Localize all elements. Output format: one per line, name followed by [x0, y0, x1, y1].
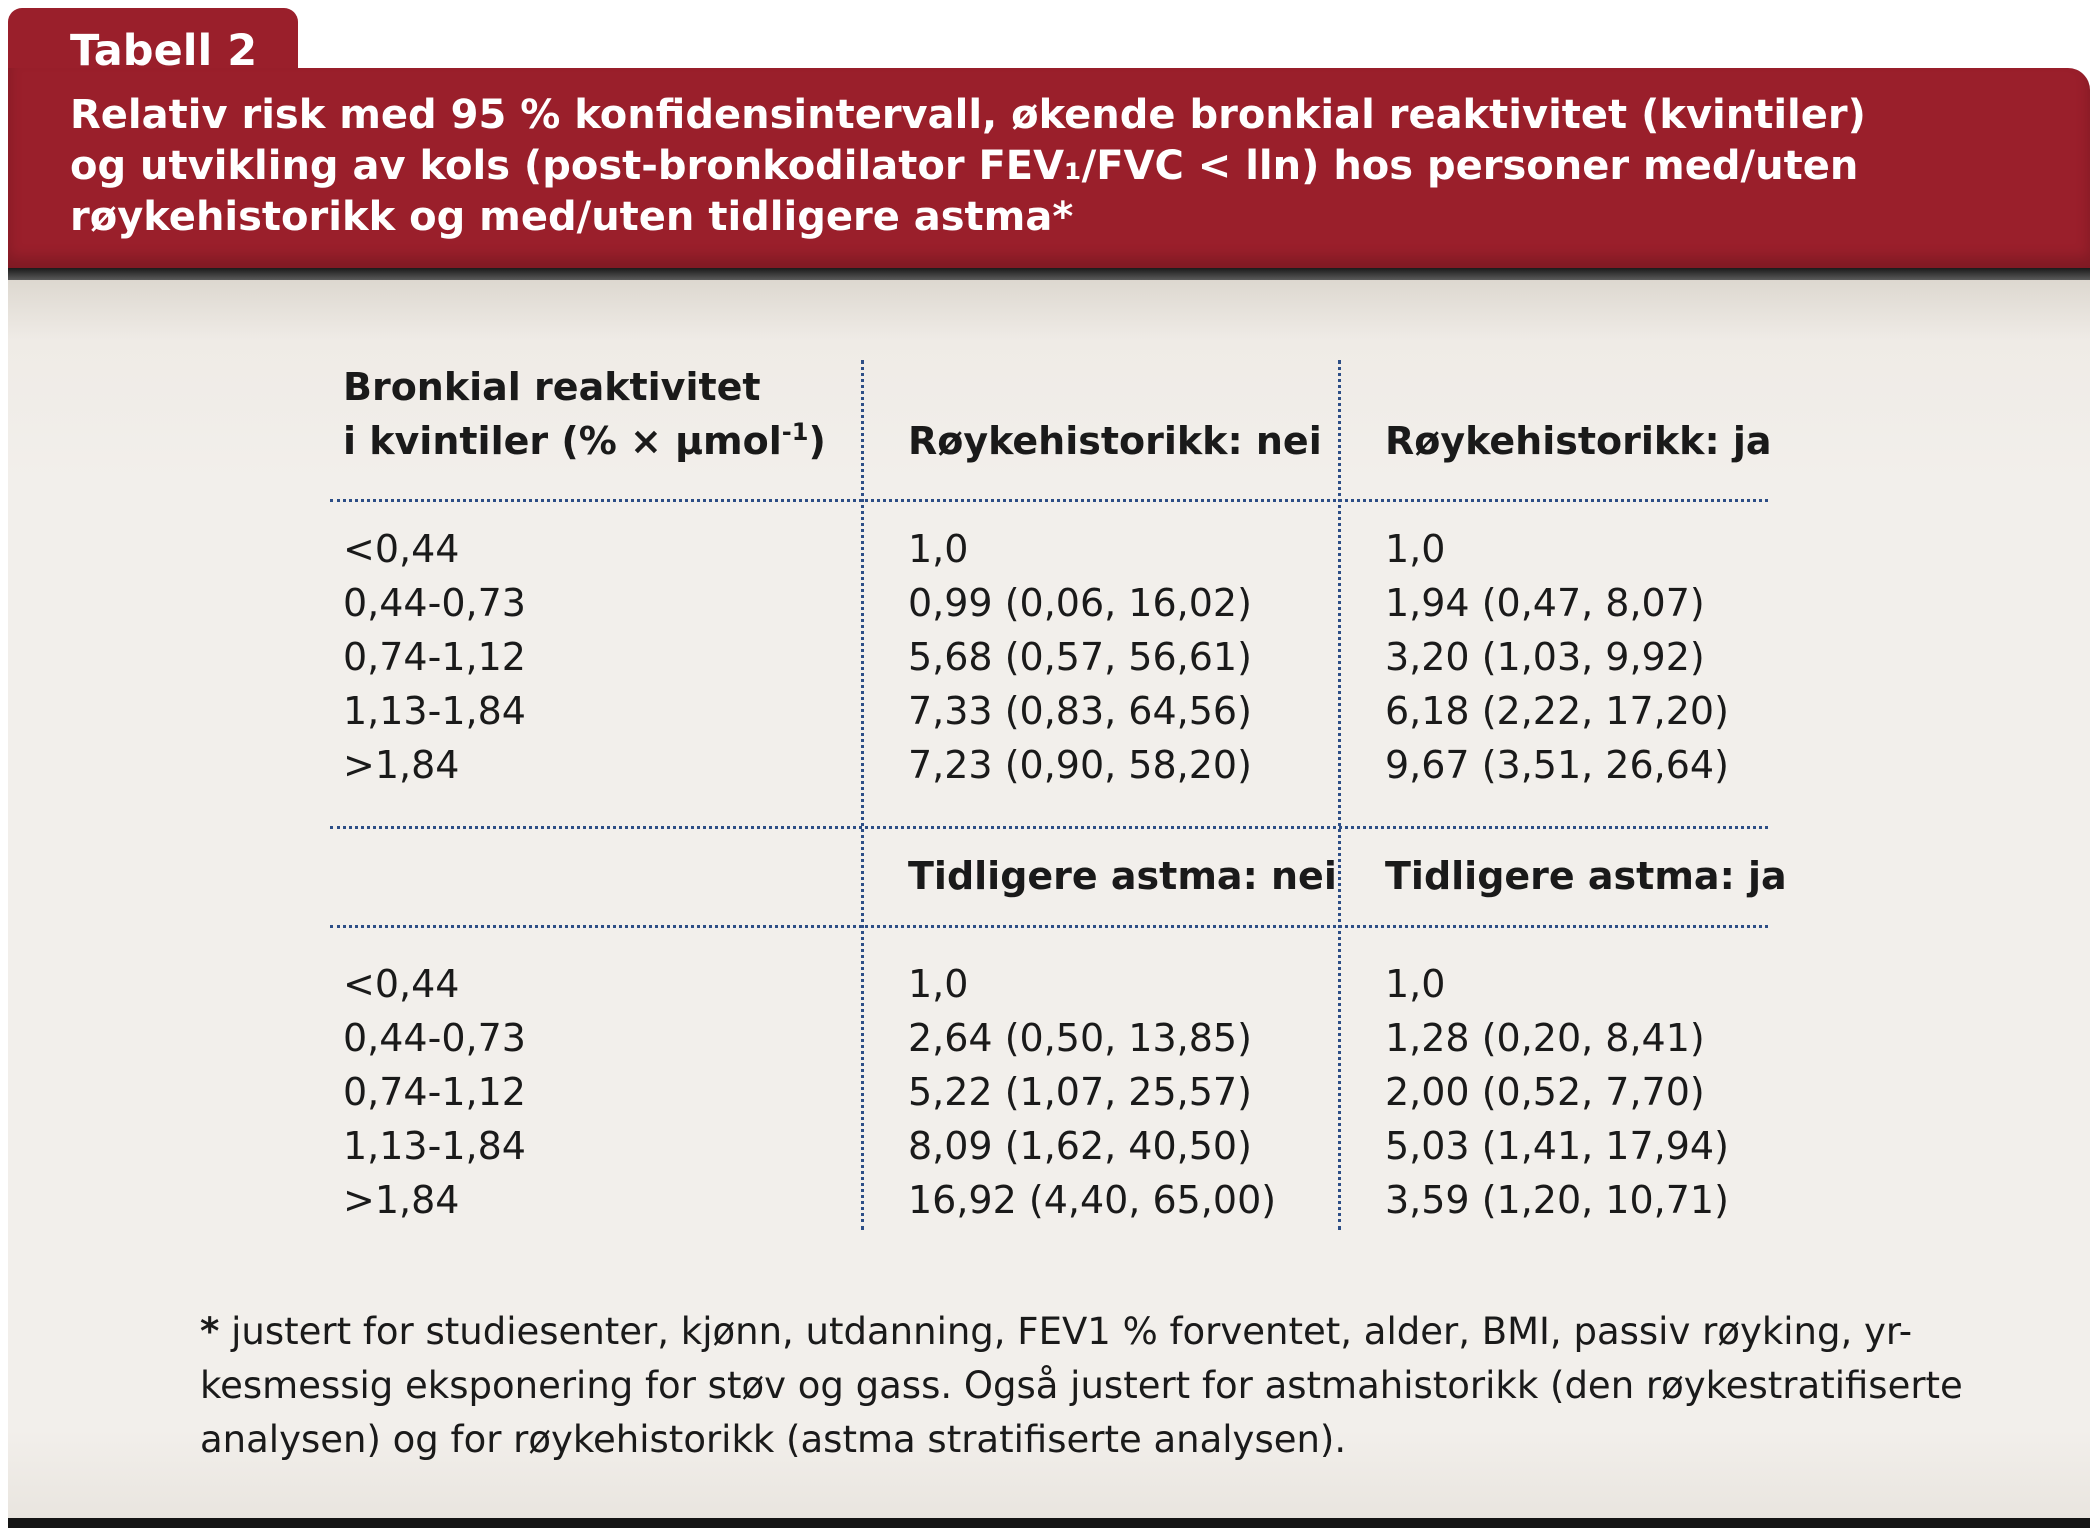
s1-row4-col3: 6,18 (2,22, 17,20) — [1385, 689, 1729, 733]
column-separator-1 — [861, 360, 864, 1230]
s1-row4-range: 1,13-1,84 — [343, 689, 526, 733]
title-band-underline — [8, 268, 2090, 280]
col1-header-line1: Bronkial reaktivitet — [343, 365, 761, 409]
section1-col3-header: Røykehistorikk: ja — [1385, 419, 1772, 463]
footnote-line-1-text: justert for studiesenter, kjønn, utdanning, FEV1 % forventet, alder, BMI, passiv røyking, yr- — [231, 1310, 1913, 1353]
col1-header-exponent: -1 — [781, 418, 809, 446]
s1-row3-col2: 5,68 (0,57, 56,61) — [908, 635, 1252, 679]
section2-col3-header: Tidligere astma: ja — [1385, 854, 1787, 898]
header-rule-1 — [330, 499, 1768, 502]
s2-row1-col3: 1,0 — [1385, 962, 1446, 1006]
s1-row3-col3: 3,20 (1,03, 9,92) — [1385, 635, 1705, 679]
s1-row1-col3: 1,0 — [1385, 527, 1446, 571]
title-line-1: Relativ risk med 95 % konfidensintervall, økende bronkial reaktivitet (kvintiler) — [70, 92, 1866, 138]
s1-row1-range: <0,44 — [343, 527, 460, 571]
s1-row5-col2: 7,23 (0,90, 58,20) — [908, 743, 1252, 787]
header-rule-2 — [330, 925, 1768, 928]
s1-row2-range: 0,44-0,73 — [343, 581, 526, 625]
s2-row3-col2: 5,22 (1,07, 25,57) — [908, 1070, 1252, 1114]
col1-header-line2 — [343, 414, 826, 468]
s2-row4-col2: 8,09 (1,62, 40,50) — [908, 1124, 1252, 1168]
col1-header-text: i kvintiler (% × µmol — [343, 419, 782, 463]
s2-row3-range: 0,74-1,12 — [343, 1070, 526, 1114]
table-title — [70, 90, 2050, 243]
s2-row5-col2: 16,92 (4,40, 65,00) — [908, 1178, 1277, 1222]
s2-row5-range: >1,84 — [343, 1178, 460, 1222]
table-label: Tabell 2 — [70, 26, 258, 76]
section-rule — [330, 826, 1768, 829]
s2-row2-col3: 1,28 (0,20, 8,41) — [1385, 1016, 1705, 1060]
s1-row4-col2: 7,33 (0,83, 64,56) — [908, 689, 1252, 733]
s1-row2-col2: 0,99 (0,06, 16,02) — [908, 581, 1252, 625]
s1-row5-range: >1,84 — [343, 743, 460, 787]
footnote — [200, 1305, 1963, 1467]
bottom-rule — [8, 1518, 2090, 1528]
footnote-line-2: kesmessig eksponering for støv og gass. Også justert for astmahistorikk (den røykestratifiserte — [200, 1364, 1963, 1407]
s2-row3-col3: 2,00 (0,52, 7,70) — [1385, 1070, 1705, 1114]
column-separator-2 — [1338, 360, 1341, 1230]
section1-col2-header: Røykehistorikk: nei — [908, 419, 1322, 463]
s1-row3-range: 0,74-1,12 — [343, 635, 526, 679]
s2-row2-range: 0,44-0,73 — [343, 1016, 526, 1060]
s2-row1-col2: 1,0 — [908, 962, 969, 1006]
section2-col2-header: Tidligere astma: nei — [908, 854, 1337, 898]
s1-row2-col3: 1,94 (0,47, 8,07) — [1385, 581, 1705, 625]
s2-row4-range: 1,13-1,84 — [343, 1124, 526, 1168]
footnote-line-1 — [200, 1305, 1913, 1359]
s2-row4-col3: 5,03 (1,41, 17,94) — [1385, 1124, 1729, 1168]
s2-row2-col2: 2,64 (0,50, 13,85) — [908, 1016, 1252, 1060]
title-line-3: røykehistorikk og med/uten tidligere astma* — [70, 194, 1074, 240]
footnote-marker: * — [200, 1310, 220, 1353]
s1-row1-col2: 1,0 — [908, 527, 969, 571]
s1-row5-col3: 9,67 (3,51, 26,64) — [1385, 743, 1729, 787]
footnote-line-3: analysen) og for røykehistorikk (astma stratifiserte analysen). — [200, 1418, 1347, 1461]
title-line-2: og utvikling av kols (post-bronkodilator FEV₁/FVC < lln) hos personer med/uten — [70, 143, 1859, 189]
col1-header-close: ) — [808, 419, 826, 463]
s2-row5-col3: 3,59 (1,20, 10,71) — [1385, 1178, 1729, 1222]
s2-row1-range: <0,44 — [343, 962, 460, 1006]
